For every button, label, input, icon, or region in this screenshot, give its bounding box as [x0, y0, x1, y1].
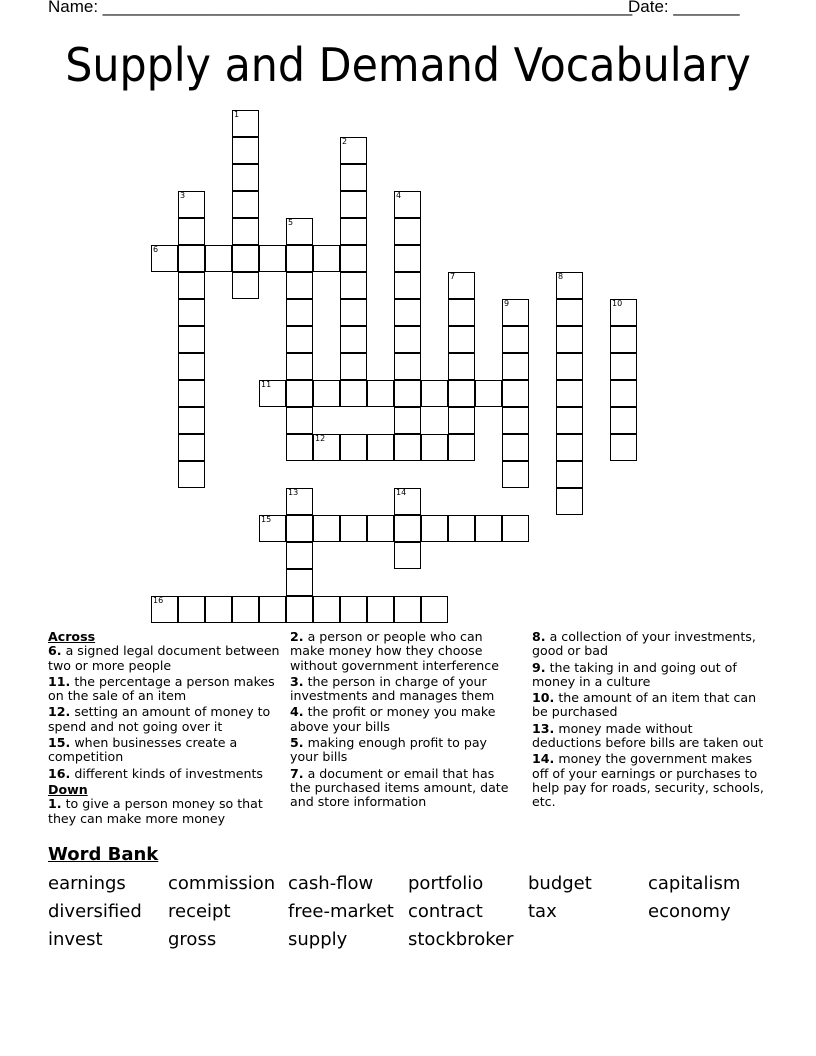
grid-cell[interactable] — [556, 461, 583, 488]
grid-cell[interactable] — [286, 515, 313, 542]
grid-cell[interactable] — [394, 488, 421, 515]
grid-cell[interactable] — [394, 272, 421, 299]
grid-cell[interactable] — [286, 407, 313, 434]
grid-cell[interactable] — [421, 515, 448, 542]
grid-cell[interactable] — [340, 191, 367, 218]
word-bank-word: free-market — [288, 901, 394, 922]
grid-cell[interactable] — [286, 596, 313, 623]
word-bank-word: receipt — [168, 901, 231, 922]
grid-cell[interactable] — [286, 569, 313, 596]
grid-cell[interactable] — [178, 191, 205, 218]
grid-cell[interactable] — [205, 245, 232, 272]
grid-cell[interactable] — [394, 299, 421, 326]
grid-cell[interactable] — [502, 515, 529, 542]
grid-cell[interactable] — [178, 218, 205, 245]
grid-cell[interactable] — [502, 434, 529, 461]
clue-down-1: 1. to give a person money so that they can make more money — [48, 796, 263, 826]
grid-cell[interactable] — [610, 407, 637, 434]
clue-number: 10 — [612, 299, 623, 308]
clue-number: 14 — [396, 488, 407, 497]
grid-cell[interactable] — [448, 434, 475, 461]
clue-across-11: 11. the percentage a person makes on the sale of an item — [48, 673, 275, 704]
word-bank-word: portfolio — [408, 873, 484, 894]
clue-across-6: 6. a signed legal document between two or more people — [48, 643, 280, 673]
grid-cell[interactable] — [475, 515, 502, 542]
clue-down-14: 14. money the government makes off of your earnings or purchases to help pay for roads, security, schools, etc. — [532, 751, 764, 810]
grid-cell[interactable] — [286, 326, 313, 353]
grid-cell[interactable] — [556, 380, 583, 407]
word-bank-word: economy — [648, 901, 731, 922]
grid-cell[interactable] — [286, 434, 313, 461]
clue-number: 16 — [153, 596, 164, 605]
grid-cell[interactable] — [556, 434, 583, 461]
grid-cell[interactable] — [232, 191, 259, 218]
grid-cell[interactable] — [205, 596, 232, 623]
grid-cell[interactable] — [340, 218, 367, 245]
word-bank-word: supply — [288, 929, 348, 950]
grid-cell[interactable] — [340, 515, 367, 542]
grid-cell[interactable] — [421, 596, 448, 623]
grid-cell[interactable] — [178, 596, 205, 623]
grid-cell[interactable] — [286, 272, 313, 299]
word-bank-word: contract — [408, 901, 483, 922]
grid-cell[interactable] — [475, 380, 502, 407]
grid-cell[interactable] — [394, 515, 421, 542]
grid-cell[interactable] — [394, 326, 421, 353]
clue-number: 13 — [288, 488, 299, 497]
grid-cell[interactable] — [340, 245, 367, 272]
clue-number: 4 — [396, 191, 402, 200]
grid-cell[interactable] — [367, 380, 394, 407]
down-heading: Down — [48, 781, 88, 797]
grid-cell[interactable] — [448, 299, 475, 326]
grid-cell[interactable] — [394, 245, 421, 272]
word-bank-word: tax — [528, 901, 557, 922]
grid-cell[interactable] — [151, 596, 178, 623]
clue-number: 5 — [288, 218, 294, 227]
grid-cell[interactable] — [556, 353, 583, 380]
grid-cell[interactable] — [340, 380, 367, 407]
grid-cell[interactable] — [286, 353, 313, 380]
clue-across-15: 15. when businesses create a competition — [48, 735, 238, 765]
grid-cell[interactable] — [232, 596, 259, 623]
grid-cell[interactable] — [367, 434, 394, 461]
clue-down-10: 10. the amount of an item that can be purchased — [532, 690, 757, 720]
clue-down-4: 4. the profit or money you make above your bills — [290, 704, 496, 734]
word-bank-word: gross — [168, 929, 217, 950]
clue-down-9: 9. the taking in and going out of money in a culture — [532, 659, 737, 689]
grid-cell[interactable] — [502, 299, 529, 326]
clue-number: 8 — [558, 272, 564, 281]
grid-cell[interactable] — [286, 380, 313, 407]
clue-number: 9 — [504, 299, 510, 308]
grid-cell[interactable] — [178, 407, 205, 434]
grid-cell[interactable] — [232, 245, 259, 272]
clue-down-8: 8. a collection of your investments, good or bad — [532, 629, 756, 659]
grid-cell[interactable] — [610, 326, 637, 353]
grid-cell[interactable] — [178, 245, 205, 272]
grid-cell[interactable] — [502, 326, 529, 353]
grid-cell[interactable] — [610, 434, 637, 461]
grid-cell[interactable] — [232, 272, 259, 299]
grid-cell[interactable] — [448, 326, 475, 353]
clue-number: 3 — [180, 191, 186, 200]
across-heading: Across — [48, 629, 96, 644]
grid-cell[interactable] — [232, 110, 259, 137]
grid-cell[interactable] — [421, 434, 448, 461]
grid-cell[interactable] — [286, 542, 313, 569]
word-bank-word: cash-flow — [288, 873, 374, 894]
grid-cell[interactable] — [259, 596, 286, 623]
word-bank-word: budget — [528, 873, 592, 894]
clues-column-3 — [532, 630, 764, 812]
grid-cell[interactable] — [178, 380, 205, 407]
grid-cell[interactable] — [178, 299, 205, 326]
grid-cell[interactable] — [394, 434, 421, 461]
grid-cell[interactable] — [556, 272, 583, 299]
grid-cell[interactable] — [502, 353, 529, 380]
grid-cell[interactable] — [313, 515, 340, 542]
grid-cell[interactable] — [340, 164, 367, 191]
grid-cell[interactable] — [448, 353, 475, 380]
grid-cell[interactable] — [313, 596, 340, 623]
grid-cell[interactable] — [610, 299, 637, 326]
clue-down-13: 13. money made without deductions before bills are taken out — [532, 720, 764, 751]
grid-cell[interactable] — [178, 326, 205, 353]
grid-cell[interactable] — [151, 245, 178, 272]
clues-column-2 — [290, 630, 515, 812]
clue-down-2: 2. a person or people who can make money how they choose without government interference — [290, 629, 499, 673]
grid-cell[interactable] — [448, 272, 475, 299]
grid-cell[interactable] — [313, 434, 340, 461]
grid-cell[interactable] — [556, 299, 583, 326]
clue-down-5: 5. making enough profit to pay your bills — [290, 735, 488, 765]
grid-cell[interactable] — [394, 218, 421, 245]
grid-cell[interactable] — [502, 407, 529, 434]
clue-number: 12 — [315, 434, 326, 443]
grid-cell[interactable] — [340, 299, 367, 326]
grid-cell[interactable] — [259, 245, 286, 272]
clue-across-12: 12. setting an amount of money to spend and not going over it — [48, 704, 271, 734]
word-bank-word: commission — [168, 873, 276, 894]
grid-cell[interactable] — [259, 380, 286, 407]
grid-cell[interactable] — [394, 596, 421, 623]
grid-cell[interactable] — [367, 515, 394, 542]
grid-cell[interactable] — [232, 218, 259, 245]
clue-number: 6 — [153, 245, 159, 254]
grid-cell[interactable] — [232, 137, 259, 164]
name-field: Name: ________________________________________________________ — [48, 0, 633, 16]
grid-cell[interactable] — [448, 515, 475, 542]
grid-cell[interactable] — [448, 380, 475, 407]
grid-cell[interactable] — [340, 137, 367, 164]
grid-cell[interactable] — [313, 380, 340, 407]
word-bank-word: earnings — [48, 873, 126, 894]
grid-cell[interactable] — [340, 353, 367, 380]
grid-cell[interactable] — [367, 596, 394, 623]
date-field: Date: _______ — [628, 0, 740, 16]
page-title: Supply and Demand Vocabulary — [65, 38, 751, 92]
clue-across-16: 16. different kinds of investments — [48, 765, 263, 781]
grid-cell[interactable] — [502, 461, 529, 488]
clue-number: 1 — [234, 110, 240, 119]
clue-down-3: 3. the person in charge of your investments and manages them — [290, 673, 495, 704]
grid-cell[interactable] — [340, 596, 367, 623]
grid-cell[interactable] — [232, 164, 259, 191]
grid-cell[interactable] — [394, 542, 421, 569]
grid-cell[interactable] — [448, 407, 475, 434]
word-bank-word: capitalism — [648, 873, 741, 894]
clue-down-7: 7. a document or email that has the purchased items amount, date and store information — [290, 765, 509, 810]
grid-cell[interactable] — [286, 299, 313, 326]
clue-number: 15 — [261, 515, 272, 524]
clues-column-1 — [48, 630, 280, 828]
grid-cell[interactable] — [394, 380, 421, 407]
grid-cell[interactable] — [313, 245, 340, 272]
grid-cell[interactable] — [340, 326, 367, 353]
grid-cell[interactable] — [394, 407, 421, 434]
grid-cell[interactable] — [502, 380, 529, 407]
grid-cell[interactable] — [340, 272, 367, 299]
word-bank-word: invest — [48, 929, 103, 950]
word-bank-word: diversified — [48, 901, 142, 922]
grid-cell[interactable] — [259, 515, 286, 542]
clue-number: 11 — [261, 380, 272, 389]
word-bank-title: Word Bank — [48, 844, 159, 865]
grid-cell[interactable] — [421, 380, 448, 407]
grid-cell[interactable] — [394, 353, 421, 380]
grid-cell[interactable] — [556, 326, 583, 353]
grid-cell[interactable] — [556, 488, 583, 515]
clue-number: 2 — [342, 137, 348, 146]
grid-cell[interactable] — [610, 380, 637, 407]
grid-cell[interactable] — [178, 434, 205, 461]
grid-cell[interactable] — [178, 461, 205, 488]
grid-cell[interactable] — [394, 191, 421, 218]
grid-cell[interactable] — [340, 434, 367, 461]
grid-cell[interactable] — [556, 407, 583, 434]
grid-cell[interactable] — [286, 245, 313, 272]
grid-cell[interactable] — [286, 488, 313, 515]
grid-cell[interactable] — [178, 353, 205, 380]
grid-cell[interactable] — [178, 272, 205, 299]
grid-cell[interactable] — [610, 353, 637, 380]
word-bank-word: stockbroker — [408, 929, 514, 950]
clue-number: 7 — [450, 272, 456, 281]
grid-cell[interactable] — [286, 218, 313, 245]
